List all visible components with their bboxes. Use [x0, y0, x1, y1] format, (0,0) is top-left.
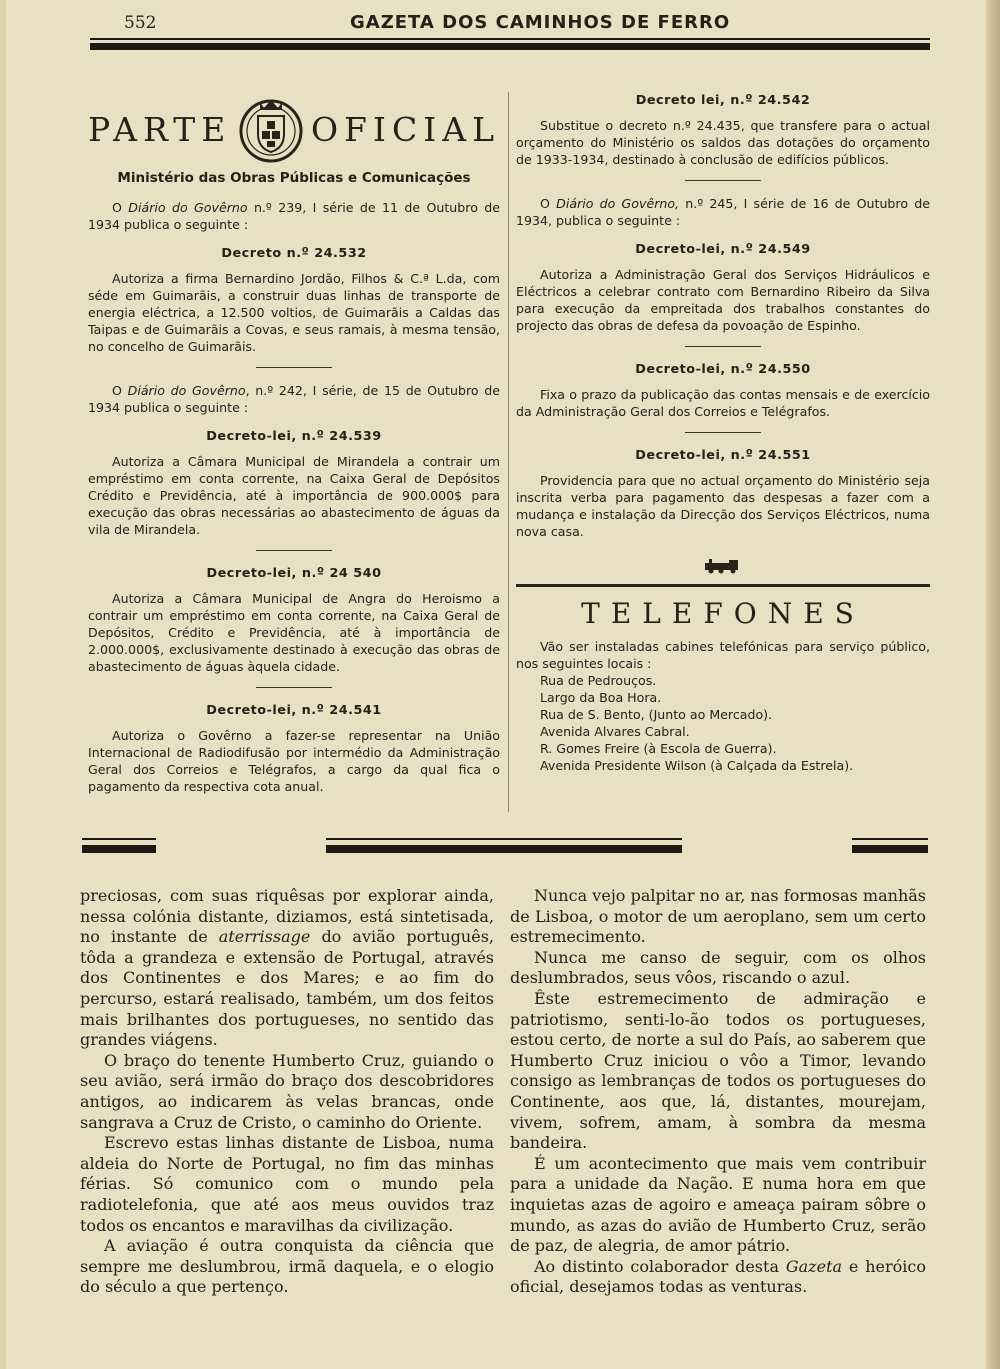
page-edge-right	[986, 0, 1000, 1369]
separator	[256, 367, 332, 368]
location-item: Rua de S. Bento, (Junto ao Mercado).	[540, 707, 773, 722]
location-item: Avenida Presidente Wilson (à Calçada da Estrela).	[540, 758, 854, 773]
article-left-column	[80, 886, 494, 1298]
decree-text-24540: Autoriza a Câmara Municipal de Angra do Heroismo a contrair um empréstimo em conta corrente, na Caixa Geral de Depósitos, Crédito e Previdência, até à importância de 2.000.000$, exclusivamente destinado à execução das obras de abastecimento de águas àquela cidade.	[88, 591, 500, 674]
page-header	[90, 10, 930, 40]
left-column	[88, 92, 500, 795]
decree-title-24540: Decreto-lei, n.º 24 540	[206, 566, 382, 581]
decree-text-24549: Autoriza a Administração Geral dos Serviços Hidráulicos e Eléctricos a celebrar contrato com Bernardino Ribeiro da Silva para execução da empreitada dos trabalhos constantes do projecto das obras de defesa da povoação de Espinho.	[516, 267, 930, 333]
location-item: R. Gomes Freire (à Escola de Guerra).	[540, 741, 777, 756]
header-rule-thick	[90, 43, 930, 50]
article-right-column	[510, 886, 926, 1298]
mid-rule-right-thick	[852, 845, 928, 853]
coat-of-arms-icon	[236, 94, 306, 164]
location-item: Avenida Alvares Cabral.	[540, 724, 690, 739]
mid-rule-right-thin	[852, 838, 928, 840]
page-edge-left	[0, 0, 6, 1369]
telefones-locations	[516, 672, 930, 774]
separator	[256, 687, 332, 688]
article-paragraph: A aviação é outra conquista da ciência que sempre me deslumbrou, irmã daquela, e o elogio do século a que pertenço.	[80, 1236, 494, 1297]
separator	[256, 550, 332, 551]
location-item: Largo da Boa Hora.	[540, 690, 662, 705]
ministry-heading: Ministério das Obras Públicas e Comunicações	[117, 170, 471, 186]
separator	[685, 346, 761, 347]
parte-word: PARTE	[88, 109, 232, 149]
article-paragraph: Nunca vejo palpitar no ar, nas formosas manhãs de Lisboa, o motor de um aeroplano, sem um certo estremecimento.	[510, 886, 926, 947]
decree-title-24542: Decreto lei, n.º 24.542	[635, 93, 811, 108]
decree-text-24542: Substitue o decreto n.º 24.435, que transfere para o actual orçamento do Ministério os saldos das dotações do orçamento de 1933-1934, destinado à conclusão de edifícios públicos.	[516, 118, 930, 167]
oficial-word: OFICIAL	[310, 109, 500, 149]
right-column	[516, 92, 930, 774]
journal-title: GAZETA DOS CAMINHOS DE FERRO	[350, 12, 731, 33]
decree-text-24539: Autoriza a Câmara Municipal de Mirandela a contrair um empréstimo em conta corrente, na Caixa Geral de Depósitos Crédito e Previdência, até à importância de 900.000$ para execução das obras necessárias ao abastecimento de águas da vila de Mirandela.	[88, 454, 500, 537]
decree-text-24550: Fixa o prazo da publicação das contas mensais e de exercício da Administração Geral dos Correios e Telégrafos.	[516, 387, 930, 419]
location-item: Rua de Pedrouços.	[540, 673, 657, 688]
section-rule	[516, 584, 930, 587]
article-paragraph: Escrevo estas linhas distante de Lisboa, numa aldeia do Norte de Portugal, no fim das minhas férias. Só comunico com o mundo pela radiotelefonia, que até aos meus ouvidos traz todos os encantos e maravilhas da civilização.	[80, 1133, 494, 1235]
article-paragraph: O braço do tenente Humberto Cruz, guiando o seu avião, será irmão do braço dos descobridores antigos, ao indicarem às velas brancas, onde sangrava a Cruz de Cristo, o caminho do Oriente.	[80, 1050, 494, 1132]
page-number: 552	[124, 13, 157, 33]
decree-text-24532: Autoriza a firma Bernardino Jordão, Filhos & C.ª L.da, com séde em Guimarãis, a construir duas linhas de transporte de energia eléctrica, a 12.500 voltios, de Guimarãis a Caldas das Taipas e de Guimarãis a Covas, e seus ramais, à mesma tensão, no concelho de Guimarãis.	[88, 271, 500, 354]
telefones-intro: Vão ser instaladas cabines telefónicas para serviço público, nos seguintes locais :	[516, 639, 930, 671]
mid-rule-center-thin	[326, 838, 682, 840]
column-divider	[508, 92, 509, 812]
mid-rule-left-thick	[82, 845, 156, 853]
article-paragraph: Nunca me canso de seguir, com os olhos deslumbrados, seus vôos, riscando o azul.	[510, 947, 926, 988]
telefones-title: TELEFONES	[581, 597, 865, 630]
decree-title-24550: Decreto-lei, n.º 24.550	[635, 362, 811, 377]
gazette-intro-239: O Diário do Govêrno n.º 239, I série de 11 de Outubro de 1934 publica o seguinte :	[88, 200, 501, 232]
decree-title-24549: Decreto-lei, n.º 24.549	[635, 242, 811, 257]
article-paragraph: Êste estremecimento de admiração e patriotismo, senti-lo-ão todos os portugueses, estou certo, de norte a sul do País, ao saberem que Humberto Cruz iniciou o vôo a Timor, levando consigo as lembranças de todos os portugueses do Continente, aos que, lá, distantes, mourejam, vivem, sofrem, amam, à sombra da mesma bandeira.	[510, 988, 926, 1153]
article-paragraph: Ao distinto colaborador desta Gazeta e heróico oficial, desejamos todas as venturas.	[510, 1256, 927, 1297]
article-paragraph: É um acontecimento que mais vem contribuir para a unidade da Nação. E numa hora em que inquietas azas de agoiro e ameaça pairam sôbre o mundo, as azas do avião de Humberto Cruz, serão de paz, de alegria, de amor pátrio.	[510, 1153, 926, 1256]
header-rule-thin	[90, 38, 930, 40]
parte-oficial-masthead	[88, 92, 500, 166]
decree-title-24551: Decreto-lei, n.º 24.551	[635, 448, 811, 463]
decree-title-24532: Decreto n.º 24.532	[221, 246, 367, 261]
separator	[685, 180, 761, 181]
mid-rule-left-thin	[82, 838, 156, 840]
gazette-intro-242: O Diário do Govêrno, n.º 242, I série, de 15 de Outubro de 1934 publica o seguinte :	[88, 383, 500, 415]
locomotive-icon	[701, 558, 745, 574]
mid-rule-center-thick	[326, 845, 682, 853]
decree-text-24541: Autoriza o Govêrno a fazer-se representar na União Internacional de Radiodifusão por intermédio da Administração Geral dos Correios e Telégrafos, a cargo da qual fica o pagamento da respectiva cota anual.	[88, 728, 500, 794]
decree-title-24539: Decreto-lei, n.º 24.539	[206, 429, 382, 444]
article-paragraph: preciosas, com suas riquêsas por explorar ainda, nessa colónia distante, diziamos, está sintetisada, no instante de aterrissage do avião português, tôda a grandeza e extensão de Portugal, através dos Continentes e dos Mares; e ao fim do percurso, estará realisado, também, um dos feitos mais brilhantes dos portugueses, no sentido das grandes viágens.	[80, 886, 494, 1050]
decree-title-24541: Decreto-lei, n.º 24.541	[206, 703, 382, 718]
decree-text-24551: Providencia para que no actual orçamento do Ministério seja inscrita verba para pagamento das despesas a fazer com a mudança e instalação da Direcção dos Serviços Eléctricos, numa nova casa.	[516, 473, 930, 539]
gazette-intro-245: O Diário do Govêrno, n.º 245, I série de 16 de Outubro de 1934, publica o seguinte :	[516, 196, 930, 228]
separator	[685, 432, 761, 433]
